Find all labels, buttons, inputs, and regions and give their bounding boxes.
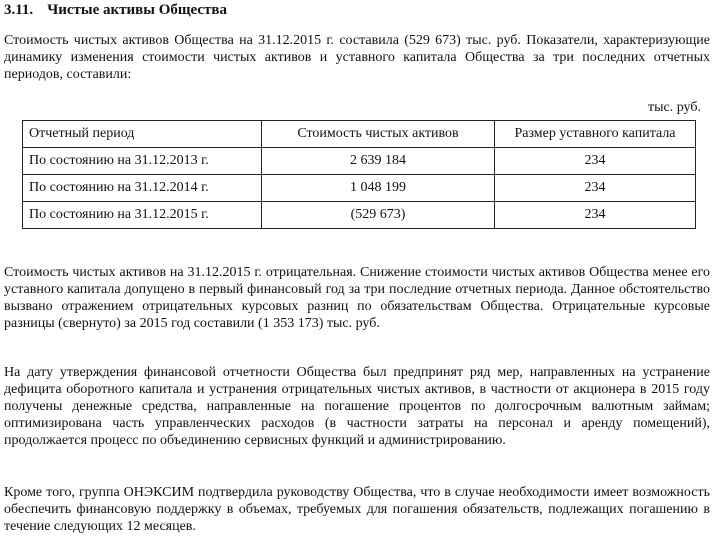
cell-capital: 234	[495, 175, 696, 202]
section-title: Чистые активы Общества	[47, 2, 227, 18]
intro-paragraph: Стоимость чистых активов Общества на 31.12.2015 г. составила (529 673) тыс. руб. Показатели, характеризующие динамику изменения стоимости чистых активов и уставного капитала Общества за три последних отчетных периодов, составили:	[4, 33, 710, 82]
table-header-row	[23, 121, 696, 148]
net-assets-table	[22, 120, 696, 229]
cell-period: По состоянию на 31.12.2013 г.	[23, 148, 262, 175]
section-number: 3.11.	[4, 2, 34, 18]
cell-net-assets: 1 048 199	[262, 175, 495, 202]
cell-period: По состоянию на 31.12.2014 г.	[23, 175, 262, 202]
negative-assets-paragraph: Стоимость чистых активов на 31.12.2015 г. отрицательная. Снижение стоимости чистых активов Общества менее его уставного капитала допущено в первый финансовый год за три последние отчетных периода. Данное обстоятельство вызвано отражением отрицательных курсовых разниц по обязательствам Общества. Отрицательные курсовые разницы (свернуто) за 2015 год составили (1 353 173) тыс. руб.	[4, 265, 710, 331]
measures-paragraph: На дату утверждения финансовой отчетности Общества был предпринят ряд мер, направленных на устранение дефицита оборотного капитала и устранения отрицательных чистых активов, в частности от акционера в 2015 году получены денежные средства, направленные на погашение процентов по долгосрочным валютным займам; оптимизирована часть управленческих расходов (в частности затраты на персонал и аренду помещений), продолжается процесс по объединению сервисных функций и администрированию.	[4, 365, 710, 448]
cell-capital: 234	[495, 148, 696, 175]
cell-period: По состоянию на 31.12.2015 г.	[23, 202, 262, 229]
table-row	[23, 175, 696, 202]
cell-net-assets: 2 639 184	[262, 148, 495, 175]
table-unit: тыс. руб.	[648, 100, 701, 115]
header-net-assets: Стоимость чистых активов	[262, 121, 495, 148]
header-period: Отчетный период	[23, 121, 262, 148]
table-row	[23, 202, 696, 229]
section-heading	[4, 2, 227, 19]
cell-net-assets: (529 673)	[262, 202, 495, 229]
header-capital: Размер уставного капитала	[495, 121, 696, 148]
support-paragraph: Кроме того, группа ОНЭКСИМ подтвердила руководству Общества, что в случае необходимости имеет возможность обеспечить финансовую поддержку в объемах, требуемых для погашения обязательств, подлежащих погашению в течение следующих 12 месяцев.	[4, 485, 710, 534]
cell-capital: 234	[495, 202, 696, 229]
table-row	[23, 148, 696, 175]
